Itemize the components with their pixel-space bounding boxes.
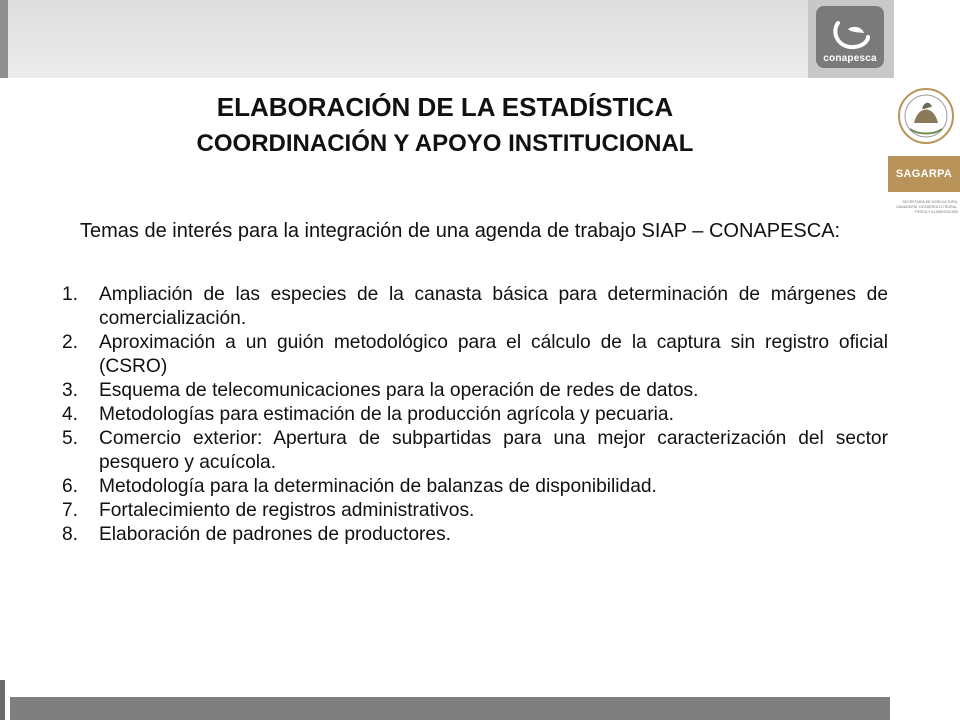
list-item-text: Esquema de telecomunicaciones para la operación de redes de datos. <box>99 380 699 401</box>
list-item-text: Comercio exterior: Apertura de subpartidas para una mejor caracterización del sector pesquero y acuícola. <box>99 428 888 473</box>
list-item-number: 6. <box>62 476 79 497</box>
header-bar <box>8 0 808 78</box>
list-item <box>62 427 888 475</box>
list-item <box>62 403 888 427</box>
list-item-number: 3. <box>62 380 79 401</box>
sagarpa-logo: SAGARPA <box>888 156 960 192</box>
sagarpa-subtitle: SECRETARÍA DE AGRICULTURA, GANADERÍA, DESARROLLO RURAL, PESCA Y ALIMENTACIÓN <box>896 200 958 214</box>
list-item-text: Fortalecimiento de registros administrativos. <box>99 500 475 521</box>
conapesca-logo-text: conapesca <box>823 53 877 64</box>
national-seal-icon <box>894 80 958 152</box>
page-title: ELABORACIÓN DE LA ESTADÍSTICA <box>216 92 674 122</box>
list-item <box>62 499 888 523</box>
list-item <box>62 331 888 379</box>
agenda-intro: Temas de interés para la integración de una agenda de trabajo SIAP – CONAPESCA: <box>80 220 841 242</box>
list-item-number: 4. <box>62 404 79 425</box>
footer-bar <box>10 697 890 720</box>
list-item-number: 1. <box>62 284 79 305</box>
list-item-text: Metodologías para estimación de la producción agrícola y pecuaria. <box>99 404 674 425</box>
list-item-text: Aproximación a un guión metodológico para el cálculo de la captura sin registro oficial (CSRO) <box>99 332 888 377</box>
list-item-number: 2. <box>62 332 79 353</box>
list-item-text: Ampliación de las especies de la canasta básica para determinación de márgenes de comercialización. <box>99 284 888 329</box>
list-item <box>62 475 888 499</box>
list-item-text: Metodología para la determinación de balanzas de disponibilidad. <box>99 476 657 497</box>
list-item <box>62 523 888 547</box>
header-edge <box>0 0 8 78</box>
page-subtitle: COORDINACIÓN Y APOYO INSTITUCIONAL <box>196 130 694 157</box>
list-item <box>62 379 888 403</box>
footer-edge <box>0 680 5 720</box>
conapesca-logo <box>816 6 884 68</box>
list-item-number: 5. <box>62 428 79 449</box>
fish-hook-icon <box>828 17 872 51</box>
agenda-topic-list <box>62 283 888 547</box>
list-item-text: Elaboración de padrones de productores. <box>99 524 452 545</box>
list-item <box>62 283 888 331</box>
list-item-number: 8. <box>62 524 79 545</box>
list-item-number: 7. <box>62 500 79 521</box>
